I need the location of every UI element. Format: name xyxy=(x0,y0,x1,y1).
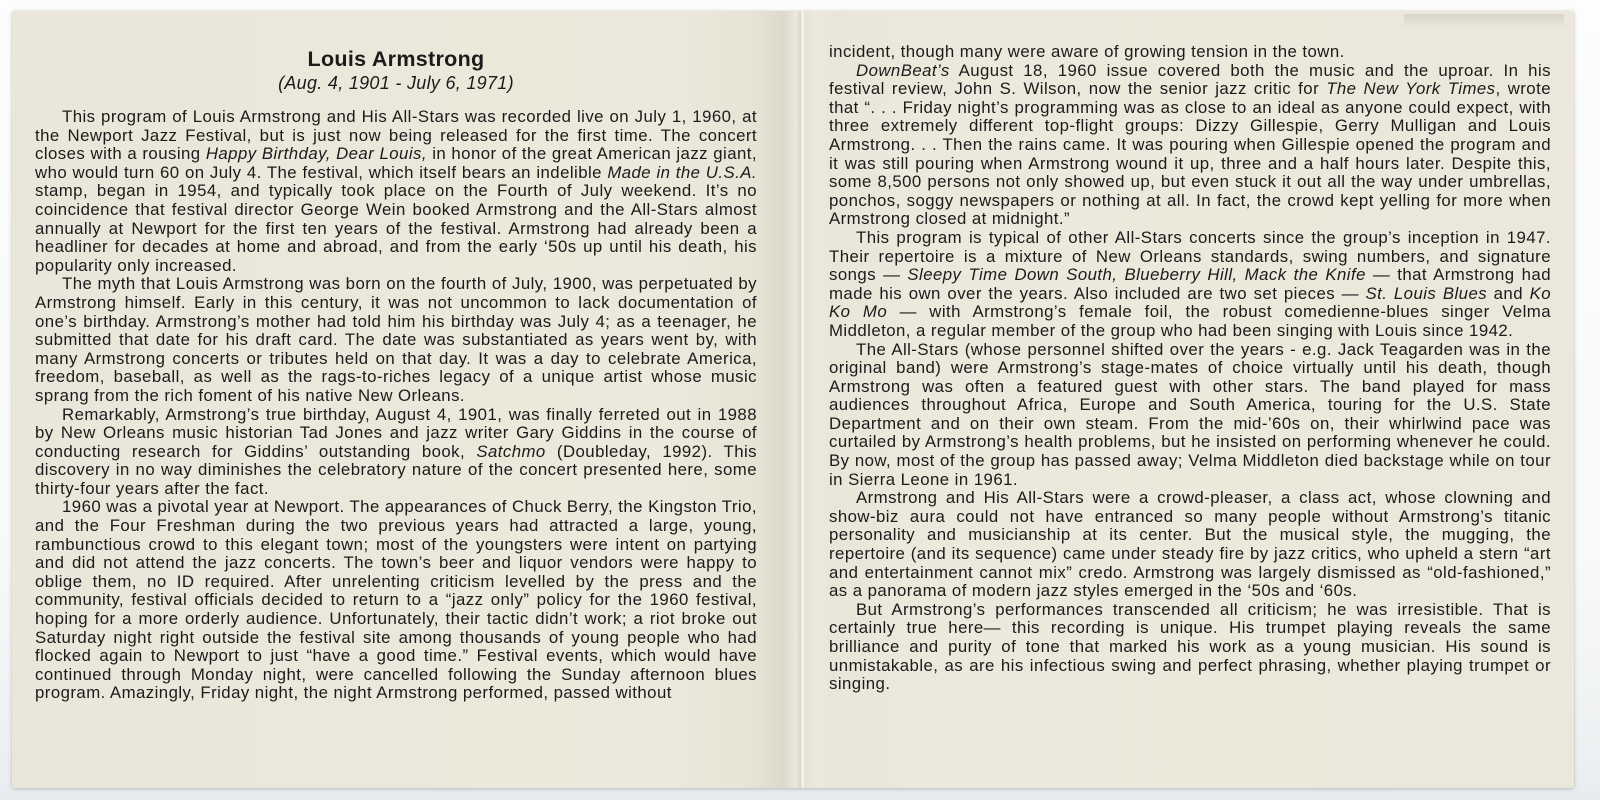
center-fold-crease xyxy=(784,11,818,788)
paragraph xyxy=(35,498,757,703)
text-segment: incident, though many were aware of growing tension in the town. xyxy=(829,42,1345,61)
text-segment: — that Armstrong had made his own over the years. Also included are two set pieces — xyxy=(829,265,1551,303)
paragraph xyxy=(829,341,1551,490)
scan-shadow xyxy=(1404,14,1564,28)
italic-text-segment: The New York Times xyxy=(1326,79,1496,99)
left-page xyxy=(35,47,757,703)
page-subtitle: (Aug. 4, 1901 - July 6, 1971) xyxy=(278,73,514,93)
text-segment: This program of Louis Armstrong and His All-Stars was recorded live on July 1, 1960, at the Newport Jazz Festival, but is just now being released for the first time. The concert closes with a rousing xyxy=(35,107,757,164)
text-segment: Armstrong and His All-Stars were a crowd-pleaser, a class act, whose clowning and show-biz aura could not have entranced so many people without Armstrong’s titanic personality and musicianship at its center. But the musical style, the mugging, the repertoire (and its sequence) came under steady fire by jazz critics, who upheld a stern “art and entertainment cannot mix” credo. Armstrong was largely dismissed as “old-fashioned,” as a panorama of modern jazz styles emerged in the ‘50s and ‘60s. xyxy=(829,488,1551,601)
text-segment: August 18, 1960 issue covered both the music and the uproar. In his festival review, John S. Wilson, now the senior jazz critic for xyxy=(829,60,1551,99)
paragraph xyxy=(829,601,1551,694)
text-segment: But Armstrong’s performances transcended all criticism; he was irresistible. That is certainly true here— this recording is unique. His trumpet playing reveals the same brilliance and purity of tone that marked his work as a young musician. His sound is unmistakable, as are his infectious swing and perfect phrasing, whether playing trumpet or singing. xyxy=(829,599,1551,694)
paragraph xyxy=(35,275,757,405)
paragraph xyxy=(829,43,1551,62)
italic-text-segment: Made in the U.S.A. xyxy=(607,162,757,182)
page-title: Louis Armstrong xyxy=(307,47,485,71)
text-segment: , wrote that “. . . Friday night’s programming was as close to an ideal as anyone could expect, with three extremely different top-flight groups: Dizzy Gillespie, Gerry Mulligan and Louis Armstrong. . . Then the rains came. It was pouring when Gillespie opened the program and it was still pouring when Armstrong wound it up, three and a half hours later. Despite this, some 8,500 persons not only showed up, but even stuck it out all the way under umbrellas, ponchos, soggy newspapers or nothing at all. In fact, the crowd kept yelling for more when Armstrong closed at midnight.” xyxy=(829,79,1551,229)
paragraph xyxy=(829,229,1551,341)
italic-text-segment: Happy Birthday, Dear Louis, xyxy=(205,144,427,164)
text-segment: 1960 was a pivotal year at Newport. The appearances of Chuck Berry, the Kingston Trio, and the Four Freshman during the two previous years had attracted a large, young, rambunctious crowd to this elegant town; most of the youngsters were intent on partying and did not attend the jazz concerts. The town’s beer and liquor vendors were happy to oblige them, no ID required. After unrelenting criticism levelled by the press and the community, festival officials decided to return to a “jazz only” policy for the 1960 festival, hoping for a more orderly audience. Unfortunately, their tactic didn’t work; a riot broke out Saturday night right outside the festival site among thousands of young people who had flocked again to Newport to just “have a good time.” Festival events, which would have continued through Monday night, were cancelled following the Sunday afternoon blues program. Amazingly, Friday night, the night Armstrong performed, passed without xyxy=(35,497,757,703)
text-segment: and xyxy=(1487,283,1530,303)
text-segment: Remarkably, Armstrong’s true birthday, August 4, 1901, was finally ferreted out in 1988 by New Orleans music historian Tad Jones and jazz writer Gary Giddins in the course of conducting research for Giddins’ outstanding book, xyxy=(35,404,757,461)
text-segment: This program is typical of other All-Stars concerts since the group’s inception in 1947. Their repertoire is a mixture of New Orleans standards, swing numbers, and signature songs — xyxy=(829,227,1551,285)
text-segment: The myth that Louis Armstrong was born on the fourth of July, 1900, was perpetuated by Armstrong himself. Early in this century, it was not uncommon to lack documentation of one’s birthday. Armstrong’s mother had told him his birthday was July 4; as a teenager, he submitted that date for his draft card. The date was substantiated as years went by, with many Armstrong concerts or tributes held on that day. It was a day to celebrate America, freedom, baseball, as well as the rags-to-riches legacy of a unique artist whose music sprang from the rich foment of his native New Orleans. xyxy=(35,274,757,405)
italic-text-segment: St. Louis Blues xyxy=(1365,283,1488,303)
italic-text-segment: Ko Ko Mo xyxy=(829,283,1551,322)
right-page xyxy=(829,43,1551,694)
left-page-text xyxy=(35,108,757,703)
italic-text-segment: Satchmo xyxy=(476,441,546,461)
paragraph xyxy=(829,489,1551,601)
text-segment: (Doubleday, 1992). This discovery in no way diminishes the celebratory nature of the concert presented here, some thirty-four years after the fact. xyxy=(35,441,757,498)
italic-text-segment: Sleepy Time Down South, Blueberry Hill, Mack the Knife xyxy=(907,265,1366,285)
booklet-spread xyxy=(12,11,1574,788)
paragraph xyxy=(35,108,757,275)
right-page-text xyxy=(829,43,1551,694)
paragraph xyxy=(829,62,1551,229)
italic-text-segment: DownBeat’s xyxy=(856,60,950,80)
text-segment: stamp, began in 1954, and typically took place on the Fourth of July weekend. It’s no coincidence that festival director George Wein booked Armstrong and the All-Stars almost annually at Newport for the first ten years of the festival. Armstrong had already been a headliner for decades at home and abroad, and from the early ‘50s up until his death, his popularity only increased. xyxy=(35,181,757,275)
text-segment: — with Armstrong’s female foil, the robust comedienne-blues singer Velma Middleton, a regular member of the group who had been singing with Louis since 1942. xyxy=(829,302,1551,340)
text-segment: The All-Stars (whose personnel shifted over the years - e.g. Jack Teagarden was in the original band) were Armstrong’s stage-mates of choice virtually until his death, though Armstrong was often a featured guest with other stars. The band played for mass audiences throughout Africa, Europe and South America, touring for the U.S. State Department and on their own steam. From the mid-’60s on, their whirlwind pace was curtailed by Armstrong’s health problems, but he insisted on performing whenever he could. By now, most of the group has passed away; Velma Middleton died backstage while on tour in Sierra Leone in 1961. xyxy=(829,339,1551,489)
text-segment: in honor of the great American jazz giant, who would turn 60 on July 4. The festival, which itself bears an indelible xyxy=(35,144,757,182)
paragraph xyxy=(35,406,757,499)
